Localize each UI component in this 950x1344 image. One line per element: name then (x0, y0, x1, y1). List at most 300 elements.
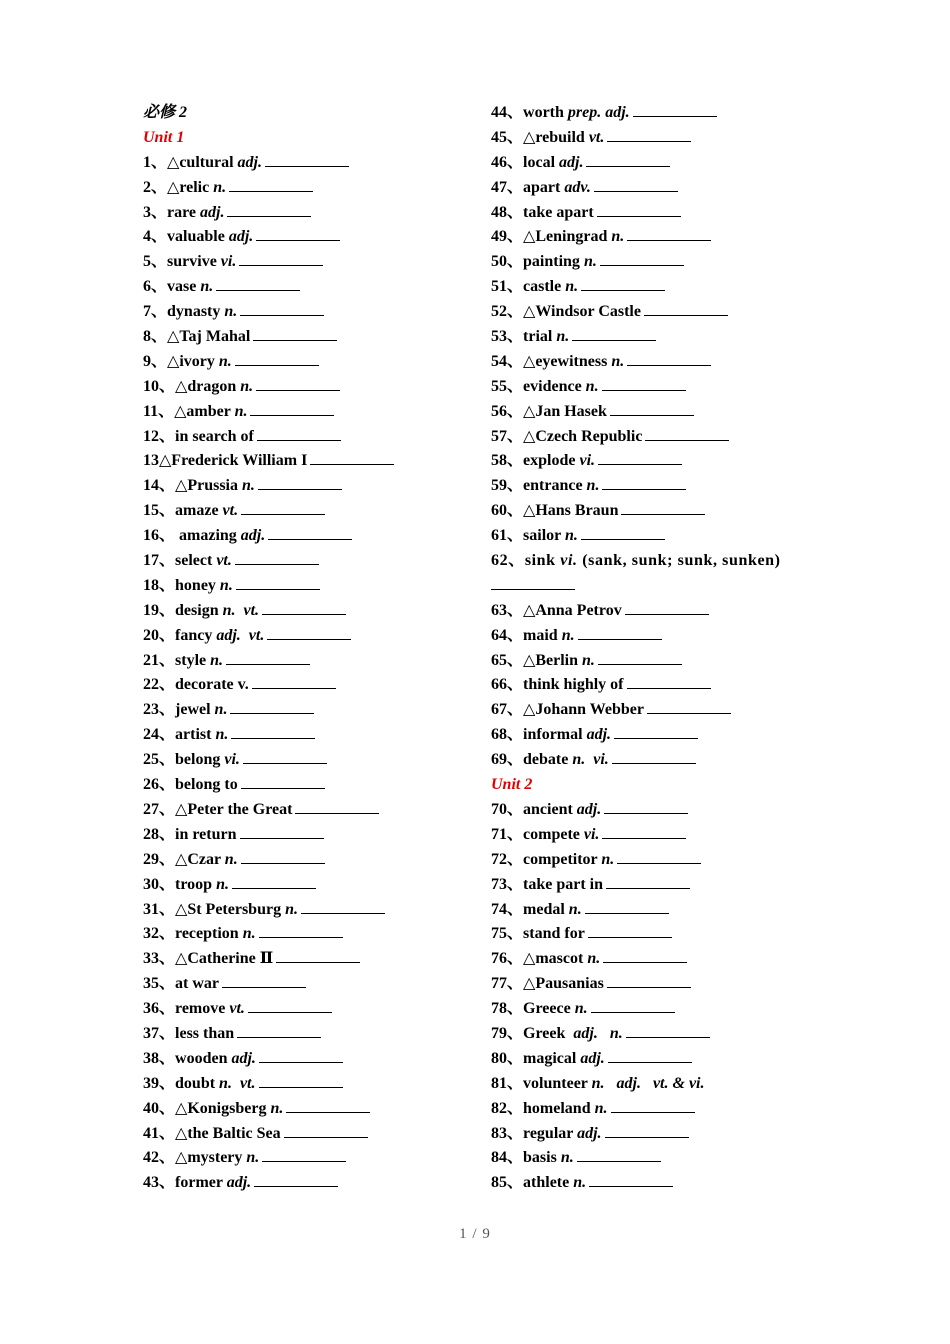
vocab-item (491, 748, 831, 773)
part-of-speech: n. (270, 1099, 284, 1117)
vocab-word: take part in (523, 875, 604, 893)
answer-blank[interactable] (647, 699, 731, 714)
item-number: 7、 (143, 303, 168, 321)
vocab-item (143, 1171, 543, 1196)
part-of-speech: n. (234, 402, 248, 420)
answer-blank[interactable] (578, 625, 662, 640)
answer-blank[interactable] (259, 923, 343, 938)
vocab-item (491, 201, 831, 226)
answer-blank[interactable] (617, 849, 701, 864)
item-number: 1、 (143, 153, 168, 171)
vocab-item (143, 400, 543, 425)
vocab-item (491, 972, 831, 997)
vocab-item (491, 922, 831, 947)
part-of-speech: n. (216, 875, 229, 893)
vocab-item (143, 350, 543, 375)
vocab-word: vase (167, 278, 201, 296)
answer-blank[interactable] (262, 600, 346, 615)
part-of-speech: adj. (231, 1049, 256, 1067)
answer-blank[interactable] (604, 799, 688, 814)
item-number: 54、 (491, 352, 524, 370)
answer-blank[interactable] (491, 575, 575, 590)
vocab-word: homeland (523, 1099, 595, 1117)
item-number: 22、 (143, 676, 176, 694)
answer-blank[interactable] (598, 650, 682, 665)
part-of-speech: adv. (564, 178, 591, 196)
answer-blank[interactable] (229, 177, 313, 192)
answer-blank[interactable] (645, 426, 729, 441)
vocab-word: at war (175, 975, 219, 993)
answer-blank[interactable] (597, 202, 681, 217)
answer-blank[interactable] (286, 1098, 370, 1113)
vocab-word: △Taj Mahal (167, 328, 251, 346)
answer-blank[interactable] (258, 475, 342, 490)
vocab-item (491, 1072, 831, 1097)
answer-blank[interactable] (310, 450, 394, 465)
vocab-item (143, 599, 543, 624)
vocab-word: decorate v. (175, 676, 249, 694)
vocab-item (491, 425, 831, 450)
part-of-speech: n. (568, 900, 582, 918)
part-of-speech: n. (564, 527, 578, 545)
answer-blank[interactable] (614, 724, 698, 739)
answer-blank[interactable] (216, 276, 300, 291)
item-number: 62、 (491, 552, 525, 570)
vocab-word: sink (524, 552, 561, 570)
vocab-word: △Pausanias (523, 975, 604, 993)
answer-blank[interactable] (572, 326, 656, 341)
vocab-item (143, 649, 543, 674)
answer-blank[interactable] (606, 874, 690, 889)
answer-blank[interactable] (236, 575, 320, 590)
item-number: 26、 (143, 776, 176, 794)
item-number: 79、 (491, 1024, 524, 1042)
vocab-word: △relic (167, 178, 214, 196)
part-of-speech: n. (285, 900, 298, 918)
vocab-word: △Jan Hasek (523, 402, 607, 420)
vocab-word: fancy (175, 626, 217, 644)
answer-blank[interactable] (237, 1023, 321, 1038)
vocab-item (491, 275, 831, 300)
answer-blank[interactable] (633, 102, 717, 117)
part-of-speech: n. (573, 1174, 587, 1192)
vocab-word: volunteer (523, 1074, 592, 1092)
part-of-speech: n. (200, 278, 214, 296)
part-of-speech: n. (581, 651, 595, 669)
answer-blank[interactable] (235, 351, 319, 366)
answer-blank[interactable] (240, 301, 324, 316)
part-of-speech: n. (585, 377, 599, 395)
vocab-word: valuable (167, 228, 229, 246)
item-number: 27、 (143, 800, 176, 818)
vocab-item (143, 549, 543, 574)
vocab-item (143, 698, 543, 723)
answer-blank[interactable] (602, 475, 686, 490)
item-number: 80、 (491, 1049, 524, 1067)
answer-blank[interactable] (607, 973, 691, 988)
answer-blank[interactable] (257, 426, 341, 441)
unit-heading: Unit 2 (491, 776, 533, 794)
part-of-speech: vi. (224, 751, 240, 769)
part-of-speech: adj. vt. (216, 626, 265, 644)
vocab-item (143, 1122, 543, 1147)
answer-blank[interactable] (598, 450, 682, 465)
vocab-word: basis (523, 1149, 561, 1167)
answer-blank[interactable] (610, 401, 694, 416)
answer-blank[interactable] (625, 600, 709, 615)
part-of-speech: n. (218, 352, 232, 370)
vocab-word: regular (523, 1124, 578, 1142)
item-number: 4、 (143, 228, 168, 246)
answer-blank[interactable] (602, 824, 686, 839)
left-column (143, 101, 543, 1196)
answer-blank[interactable] (240, 824, 324, 839)
vocab-word: debate (523, 751, 573, 769)
vocab-word: △Catherine Ⅱ (175, 950, 274, 968)
item-number: 31、 (143, 900, 176, 918)
answer-blank[interactable] (627, 226, 711, 241)
item-number: 69、 (491, 751, 524, 769)
answer-blank[interactable] (222, 973, 306, 988)
answer-blank[interactable] (267, 625, 351, 640)
part-of-speech: adj. (576, 800, 602, 818)
vocab-item (491, 250, 831, 275)
answer-blank[interactable] (591, 998, 675, 1013)
vocab-word: design (175, 601, 223, 619)
item-number: 12、 (143, 427, 176, 445)
vocab-item (491, 1146, 831, 1171)
part-of-speech: n. vt. (222, 601, 260, 619)
part-of-speech: vt. (229, 1000, 245, 1018)
item-number: 46、 (491, 153, 524, 171)
answer-blank[interactable] (588, 923, 672, 938)
answer-blank[interactable] (600, 251, 684, 266)
vocab-word: △Windsor Castle (523, 303, 641, 321)
vocab-word: apart (523, 178, 565, 196)
item-number: 49、 (491, 228, 524, 246)
vocab-word: △rebuild (523, 128, 589, 146)
answer-blank[interactable] (577, 1147, 661, 1162)
answer-blank[interactable] (226, 650, 310, 665)
part-of-speech: n. (224, 303, 238, 321)
vocab-word: △St Petersburg (175, 900, 286, 918)
vocab-item (491, 1022, 831, 1047)
vocab-item (491, 350, 831, 375)
item-number: 67、 (491, 701, 524, 719)
answer-blank[interactable] (611, 1098, 695, 1113)
vocab-word: in search of (175, 427, 254, 445)
answer-blank[interactable] (252, 674, 336, 689)
vocab-item (491, 1171, 831, 1196)
vocab-item (491, 126, 831, 151)
item-number: 68、 (491, 726, 524, 744)
vocab-word: △mascot (523, 950, 588, 968)
answer-blank[interactable] (241, 500, 325, 515)
vocab-item (143, 151, 543, 176)
answer-blank[interactable] (589, 1172, 673, 1187)
vocab-item (491, 1047, 831, 1072)
part-of-speech: n. (242, 925, 256, 943)
answer-blank[interactable] (581, 276, 665, 291)
vocab-word: painting (523, 253, 584, 271)
vocab-word: △Johann Webber (523, 701, 644, 719)
answer-blank[interactable] (259, 1073, 343, 1088)
item-number: 23、 (143, 701, 176, 719)
vocab-item (491, 599, 831, 624)
item-number: 71、 (491, 825, 524, 843)
item-number: 13 (143, 452, 159, 470)
item-number: 32、 (143, 925, 176, 943)
answer-blank[interactable] (256, 226, 340, 241)
item-number: 52、 (491, 303, 524, 321)
item-number: 47、 (491, 178, 524, 196)
answer-blank[interactable] (626, 1023, 710, 1038)
answer-blank[interactable] (627, 351, 711, 366)
vocab-item (491, 101, 831, 126)
vocab-word: △ivory (167, 352, 219, 370)
part-of-speech: n. (224, 850, 238, 868)
answer-blank[interactable] (621, 500, 705, 515)
answer-blank[interactable] (231, 724, 315, 739)
answer-blank[interactable] (248, 998, 332, 1013)
vocab-item (491, 225, 831, 250)
item-number: 35、 (143, 975, 176, 993)
vocab-item (491, 823, 831, 848)
vocab-word: think highly of (523, 676, 624, 694)
answer-blank[interactable] (230, 699, 314, 714)
page-number: 1 / 9 (459, 1226, 491, 1242)
vocab-word: amazing (175, 527, 241, 545)
vocab-word: athlete (523, 1174, 574, 1192)
answer-blank[interactable] (265, 152, 349, 167)
part-of-speech: n. (242, 477, 255, 495)
vocab-item (143, 1146, 543, 1171)
answer-blank[interactable] (608, 1048, 692, 1063)
vocab-word: △the Baltic Sea (175, 1124, 281, 1142)
vocab-item (143, 449, 543, 474)
part-of-speech: n. (611, 228, 625, 246)
vocab-word: △eyewitness (523, 352, 612, 370)
item-number: 37、 (143, 1024, 176, 1042)
vocab-word: stand for (523, 925, 585, 943)
vocab-item (143, 823, 543, 848)
answer-blank[interactable] (241, 849, 325, 864)
answer-blank[interactable] (301, 899, 385, 914)
part-of-speech: adj. n. (573, 1024, 623, 1042)
vocab-word: compete (523, 825, 584, 843)
vocab-item (491, 698, 831, 723)
verb-forms: (sank, sunk; sunk, sunken) (577, 552, 781, 570)
item-number: 75、 (491, 925, 524, 943)
vocab-word: amaze (175, 502, 223, 520)
part-of-speech: adj. (226, 1174, 252, 1192)
vocab-item (491, 848, 831, 873)
item-number: 58、 (491, 452, 524, 470)
vocab-word: worth (523, 104, 568, 121)
item-number: 17、 (143, 552, 176, 570)
part-of-speech: vi. (579, 452, 596, 470)
vocab-word: △Leningrad (523, 228, 612, 246)
vocab-word: △Berlin (523, 651, 582, 669)
part-of-speech: n. (246, 1149, 260, 1167)
vocab-word: former (175, 1174, 227, 1192)
item-number: 19、 (143, 601, 176, 619)
item-number: 6、 (143, 278, 168, 296)
vocab-item (143, 922, 543, 947)
part-of-speech: adj. (580, 1049, 605, 1067)
vocab-item (491, 499, 831, 524)
vocab-word: reception (175, 925, 243, 943)
vocab-item (143, 673, 543, 698)
answer-blank[interactable] (644, 301, 728, 316)
answer-blank[interactable] (586, 152, 670, 167)
vocab-word: informal (523, 726, 587, 744)
part-of-speech: n. (601, 850, 615, 868)
part-of-speech: n. (214, 701, 228, 719)
vocab-item (491, 375, 831, 400)
item-number: 21、 (143, 651, 176, 669)
part-of-speech: vi. (583, 825, 600, 843)
item-number: 18、 (143, 576, 176, 594)
answer-blank[interactable] (227, 202, 311, 217)
item-number: 72、 (491, 850, 524, 868)
vocab-item (143, 524, 543, 549)
answer-blank[interactable] (259, 1048, 343, 1063)
vocab-item (143, 798, 543, 823)
item-number: 39、 (143, 1074, 176, 1092)
vocab-item (143, 176, 543, 201)
answer-blank[interactable] (605, 1123, 689, 1138)
item-number: 53、 (491, 328, 524, 346)
part-of-speech: vi. (560, 552, 578, 570)
vocab-word: style (175, 651, 211, 669)
vocab-item (491, 947, 831, 972)
item-number: 78、 (491, 1000, 524, 1018)
vocab-word: △Czar (175, 850, 225, 868)
answer-blank[interactable] (585, 899, 669, 914)
vocab-word: △Czech Republic (523, 427, 643, 445)
item-number: 40、 (143, 1099, 176, 1117)
part-of-speech: n. (219, 576, 233, 594)
item-number: 57、 (491, 427, 524, 445)
part-of-speech: adj. (237, 153, 262, 171)
vocab-item (491, 1122, 831, 1147)
item-number: 64、 (491, 626, 524, 644)
vocab-word: survive (167, 253, 221, 271)
part-of-speech: adj. (586, 726, 612, 744)
item-number: 50、 (491, 253, 524, 271)
vocab-word: maid (523, 626, 562, 644)
vocab-word: magical (523, 1049, 581, 1067)
vocab-item (491, 474, 831, 499)
item-number: 56、 (491, 402, 524, 420)
vocab-word: belong (175, 751, 225, 769)
vocab-item (143, 499, 543, 524)
answer-blank[interactable] (295, 799, 379, 814)
answer-blank[interactable] (581, 525, 665, 540)
part-of-speech: vt. (216, 552, 232, 570)
answer-blank[interactable] (239, 251, 323, 266)
answer-blank[interactable] (250, 401, 334, 416)
answer-blank[interactable] (241, 774, 325, 789)
answer-blank[interactable] (254, 1172, 338, 1187)
vocab-word: dynasty (167, 303, 225, 321)
part-of-speech: n. (586, 477, 600, 495)
vocab-word: less than (175, 1024, 235, 1042)
answer-blank[interactable] (607, 127, 691, 142)
part-of-speech: n. (594, 1099, 608, 1117)
vocab-word: trial (523, 328, 557, 346)
answer-blank[interactable] (594, 177, 678, 192)
answer-blank[interactable] (612, 749, 696, 764)
item-number: 81、 (491, 1074, 524, 1092)
vocab-item (491, 325, 831, 350)
vocab-word: honey (175, 576, 220, 594)
answer-blank[interactable] (256, 376, 340, 391)
item-number: 29、 (143, 850, 176, 868)
vocab-item (143, 225, 543, 250)
vocab-word: medal (523, 900, 569, 918)
part-of-speech: n. (210, 651, 224, 669)
part-of-speech: n. (583, 253, 597, 271)
vocab-item (143, 1097, 543, 1122)
part-of-speech: adj. (240, 527, 266, 545)
vocab-item (143, 898, 543, 923)
vocab-word: △Prussia (175, 477, 242, 495)
vocab-item (491, 449, 831, 474)
vocab-word: take apart (523, 203, 594, 221)
answer-blank[interactable] (284, 1123, 368, 1138)
vocab-item (491, 624, 831, 649)
answer-blank[interactable] (276, 948, 360, 963)
vocab-word: △Peter the Great (175, 800, 293, 818)
vocab-item (143, 624, 543, 649)
item-number: 15、 (143, 502, 176, 520)
answer-blank[interactable] (603, 948, 687, 963)
vocab-item (143, 375, 543, 400)
item-number: 70、 (491, 800, 524, 818)
unit-heading: Unit 1 (143, 128, 185, 146)
answer-blank[interactable] (602, 376, 686, 391)
answer-blank[interactable] (627, 674, 711, 689)
vocab-item (143, 474, 543, 499)
answer-blank[interactable] (253, 326, 337, 341)
part-of-speech: n. (560, 1149, 574, 1167)
item-number: 48、 (491, 203, 524, 221)
item-number: 65、 (491, 651, 524, 669)
answer-blank[interactable] (232, 874, 316, 889)
answer-blank[interactable] (243, 749, 327, 764)
vocab-word: △Anna Petrov (523, 601, 622, 619)
vocab-word: jewel (175, 701, 215, 719)
vocab-item (143, 574, 543, 599)
vocab-item (491, 649, 831, 674)
item-number: 20、 (143, 626, 176, 644)
vocab-word: entrance (523, 477, 587, 495)
vocab-word: Greek (523, 1024, 574, 1042)
part-of-speech: adj. (559, 153, 584, 171)
vocab-item (491, 997, 831, 1022)
answer-blank[interactable] (268, 525, 352, 540)
vocab-item (491, 1097, 831, 1122)
vocab-word: artist (175, 726, 216, 744)
vocab-word: △mystery (175, 1149, 247, 1167)
vocab-item (143, 1022, 543, 1047)
part-of-speech: n. vi. (572, 751, 609, 769)
part-of-speech: vi. (220, 253, 237, 271)
answer-blank[interactable] (262, 1147, 346, 1162)
answer-blank[interactable] (235, 550, 319, 565)
